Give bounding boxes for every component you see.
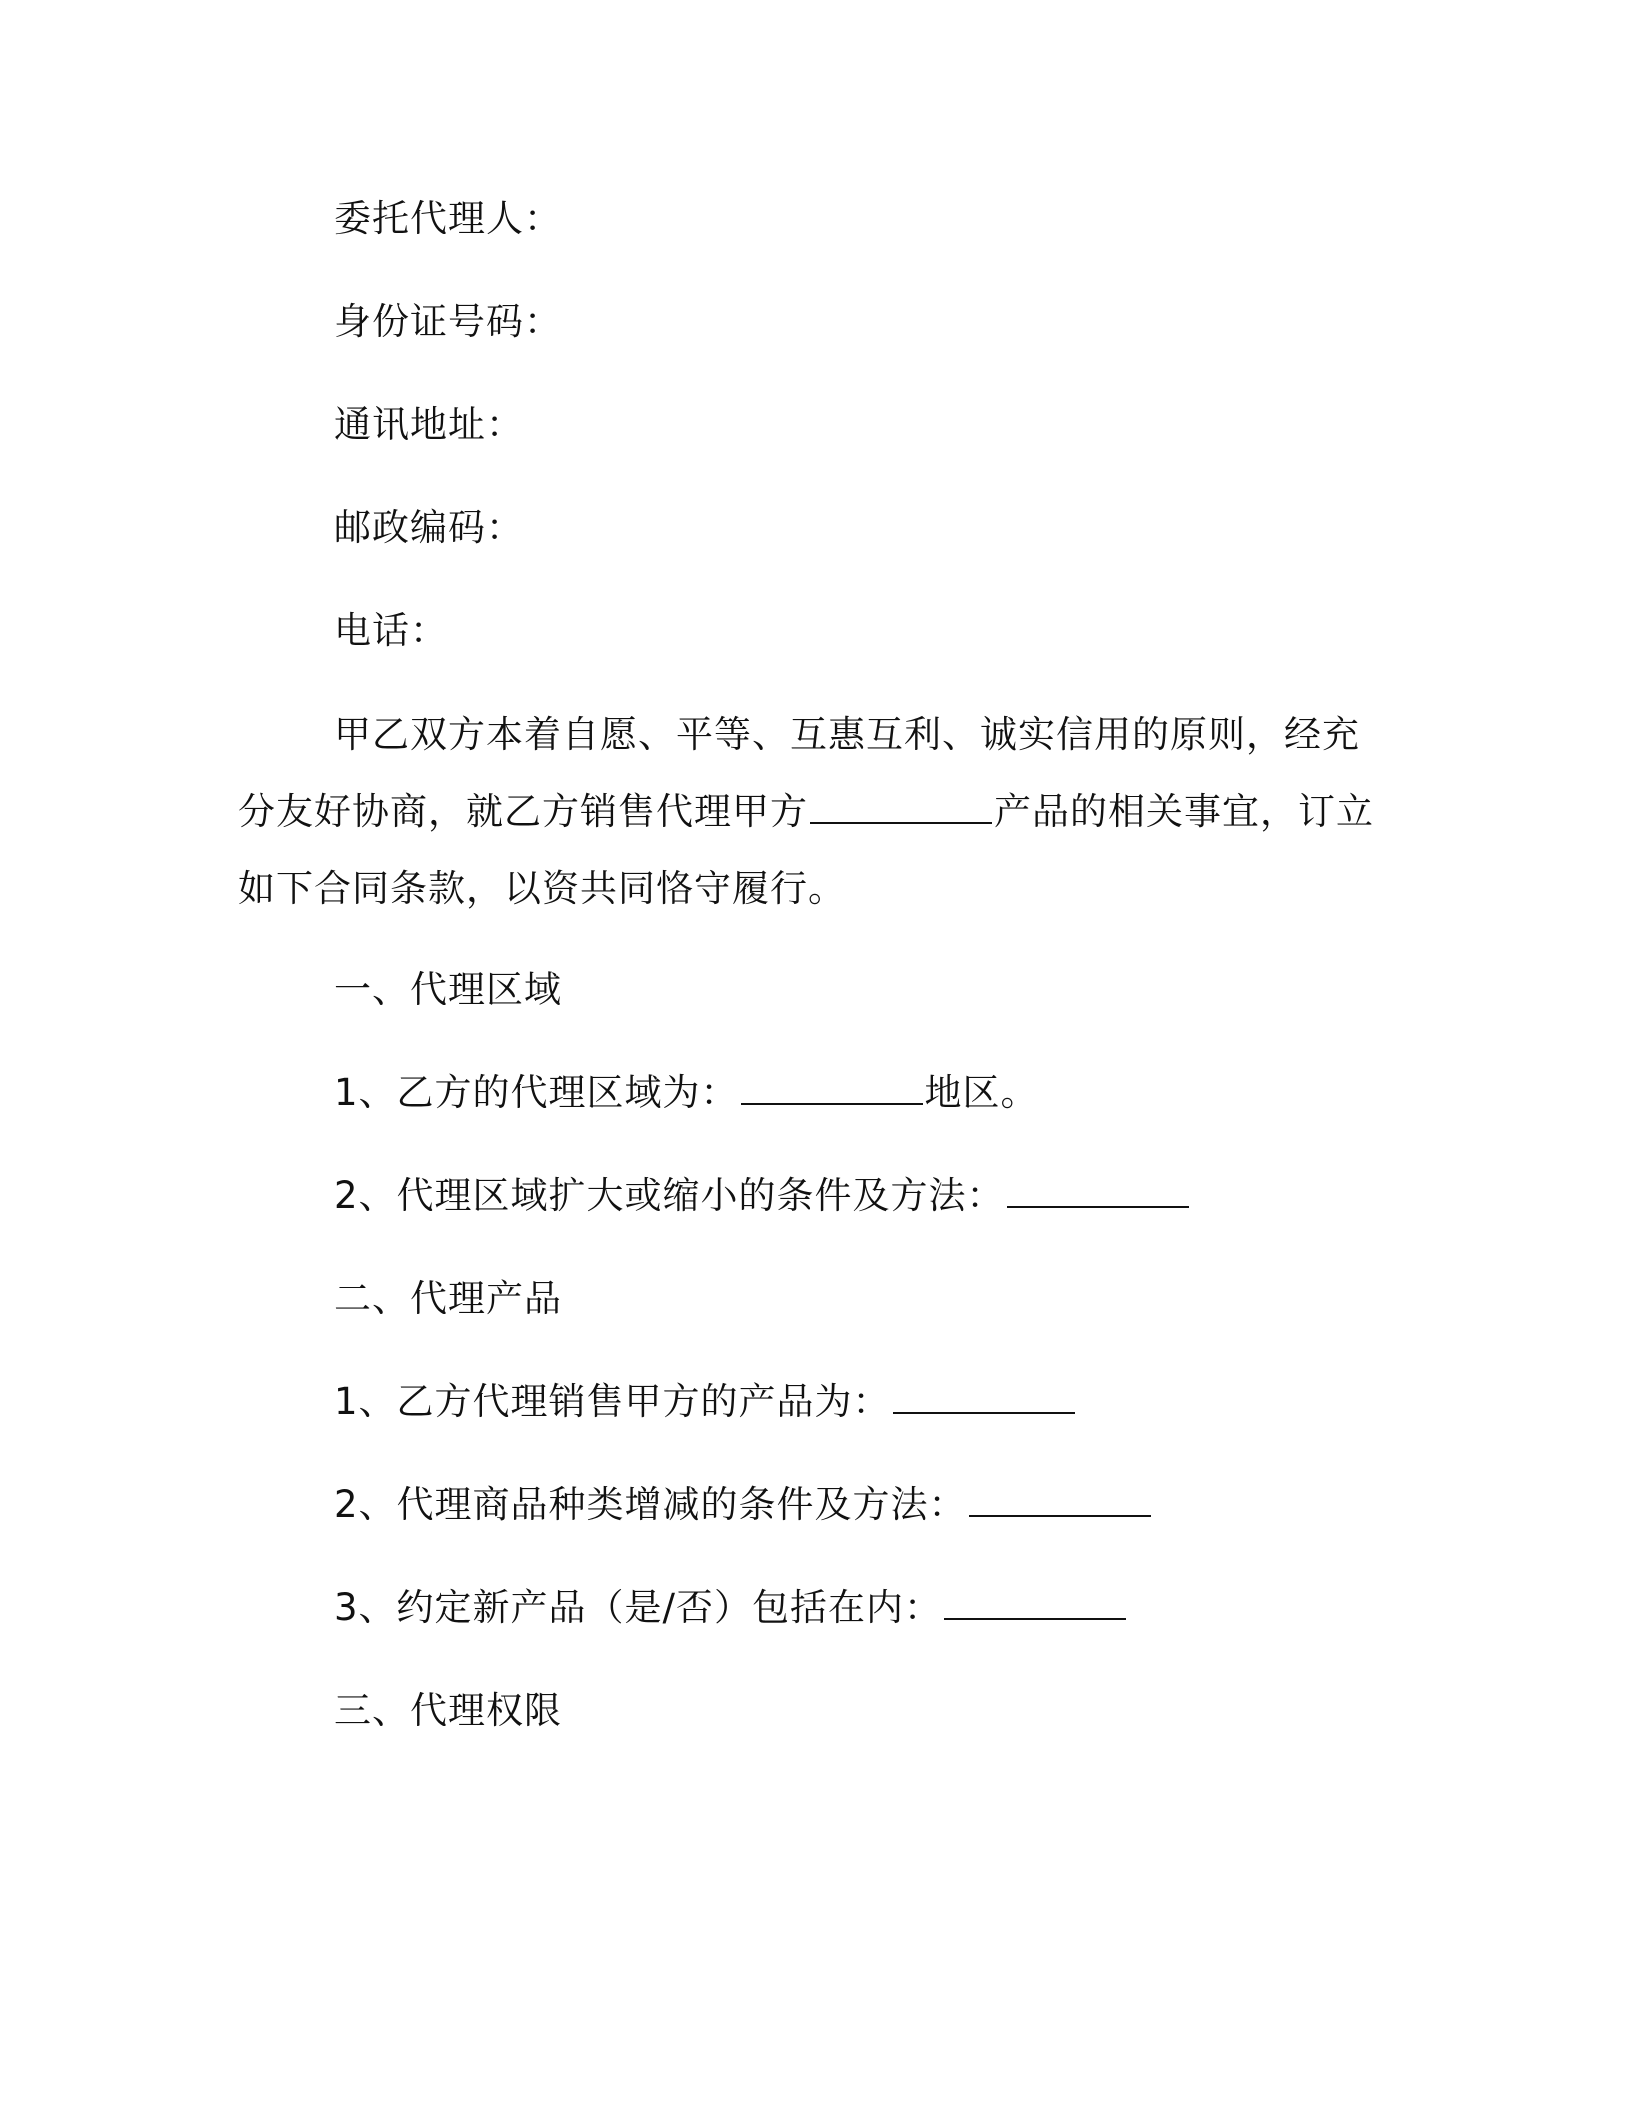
section2-item1 [334, 1378, 1077, 1426]
section1-item1-blank [741, 1069, 923, 1105]
section1-heading-text: 一、代理区域 [334, 968, 562, 1011]
intro-paragraph [238, 696, 1378, 927]
section2-item1-prefix: 1、乙方代理销售甲方的产品为： [334, 1380, 891, 1423]
section2-item2 [334, 1481, 1153, 1529]
section1-item2-blank [1007, 1172, 1189, 1208]
section2-item3-blank [944, 1584, 1126, 1620]
section3-heading [334, 1687, 562, 1735]
intro-text-part2: 产品的相关事宜，订立如下合同条款，以资共同恪守履行。 [238, 790, 1374, 910]
field-id-number-label: 身份证号码： [334, 300, 562, 343]
section1-item2 [334, 1172, 1191, 1220]
field-postcode [334, 504, 524, 552]
field-phone [334, 607, 448, 655]
section1-item1-suffix: 地区。 [924, 1071, 1039, 1114]
section2-heading-text: 二、代理产品 [334, 1277, 562, 1320]
section2-item2-blank [969, 1481, 1151, 1517]
section1-item1 [334, 1069, 1039, 1117]
field-id-number [334, 298, 562, 346]
section3-heading-text: 三、代理权限 [334, 1689, 562, 1732]
field-address-label: 通讯地址： [334, 403, 524, 446]
section1-item1-prefix: 1、乙方的代理区域为： [334, 1071, 739, 1114]
intro-product-blank [810, 788, 992, 824]
field-postcode-label: 邮政编码： [334, 506, 524, 549]
section2-item1-blank [893, 1378, 1075, 1414]
field-agent-label: 委托代理人： [334, 197, 562, 240]
field-agent [334, 195, 562, 243]
field-address [334, 401, 524, 449]
section1-heading [334, 966, 562, 1014]
section2-item2-prefix: 2、代理商品种类增减的条件及方法： [334, 1483, 967, 1526]
section2-heading [334, 1275, 562, 1323]
intro-text-part1: 甲乙双方本着自愿、平等、互惠互利、诚实信用的原则，经充分友好协商，就乙方销售代理甲方 [238, 713, 1360, 833]
section2-item3 [334, 1584, 1128, 1632]
section1-item2-prefix: 2、代理区域扩大或缩小的条件及方法： [334, 1174, 1005, 1217]
section2-item3-prefix: 3、约定新产品（是/否）包括在内： [334, 1586, 943, 1629]
field-phone-label: 电话： [334, 609, 448, 652]
